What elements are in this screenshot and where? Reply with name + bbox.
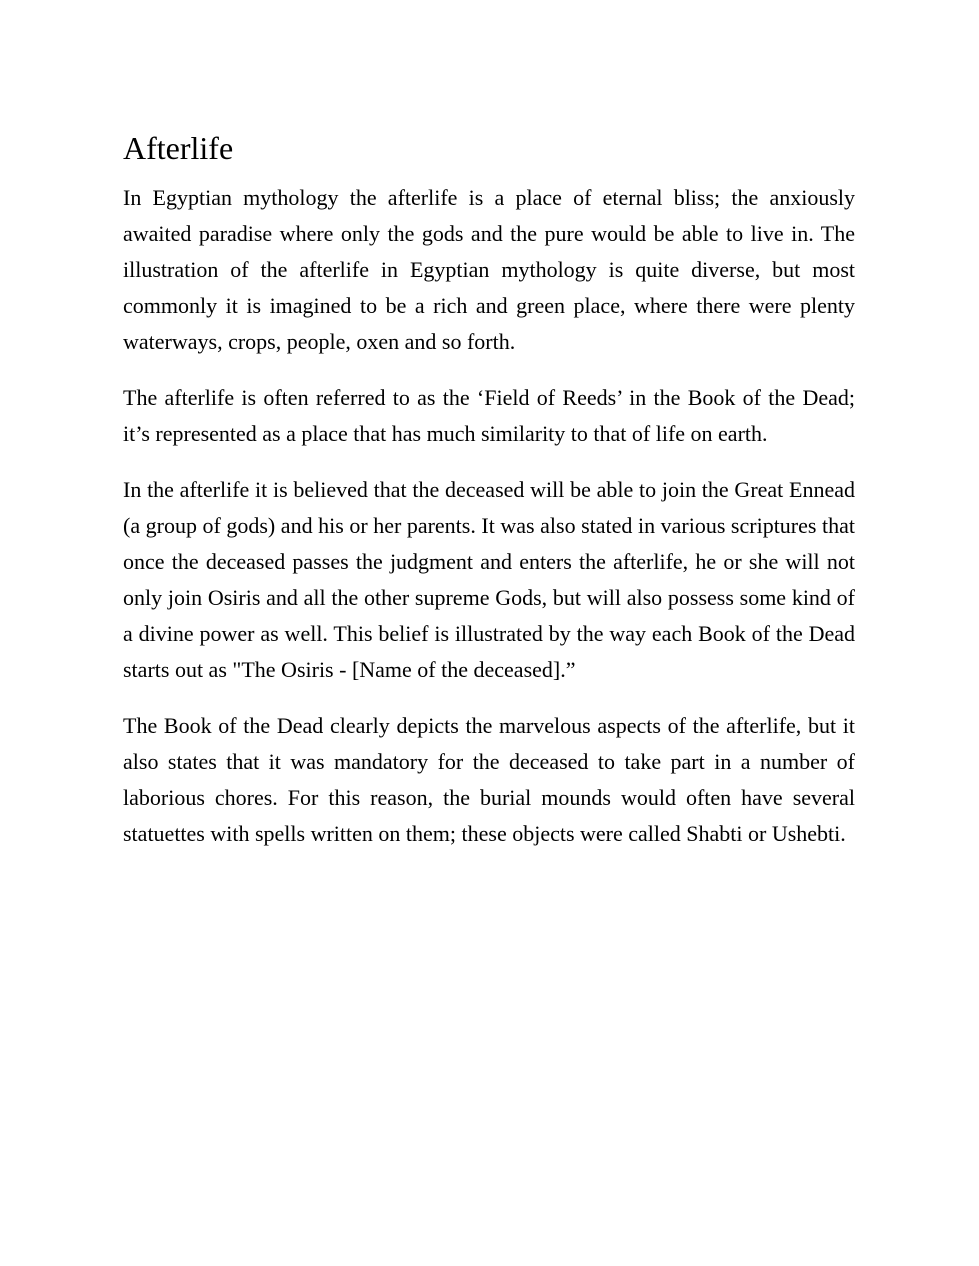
paragraph-great-ennead: In the afterlife it is believed that the deceased will be able to join the Great Ennead (a group of gods) and his or her parents. It was also stated in various scriptures that once the deceased passes the judgment and enters the afterlife, he or she will not only join Osiris and all the other supreme Gods, but will also possess some kind of a divine power as well. This belief is illustrated by the way each Book of the Dead starts out as "The Osiris - [Name of the deceased].” bbox=[123, 477, 855, 682]
paragraph-shabti: The Book of the Dead clearly depicts the marvelous aspects of the afterlife, but it also states that it was mandatory for the deceased to take part in a number of laborious chores. For this reason, the burial mounds would often have several statuettes with spells written on them; these objects were called Shabti or Ushebti. bbox=[123, 713, 855, 846]
page-title: Afterlife bbox=[123, 130, 234, 166]
paragraph-field-of-reeds: The afterlife is often referred to as the ‘Field of Reeds’ in the Book of the Dead; it’s represented as a place that has much similarity to that of life on earth. bbox=[123, 385, 855, 446]
document-body bbox=[123, 127, 855, 872]
paragraph-afterlife-intro: In Egyptian mythology the afterlife is a place of eternal bliss; the anxiously awaited paradise where only the gods and the pure would be able to live in. The illustration of the afterlife in Egyptian mythology is quite diverse, but most commonly it is imagined to be a rich and green place, where there were plenty waterways, crops, people, oxen and so forth. bbox=[123, 185, 855, 354]
